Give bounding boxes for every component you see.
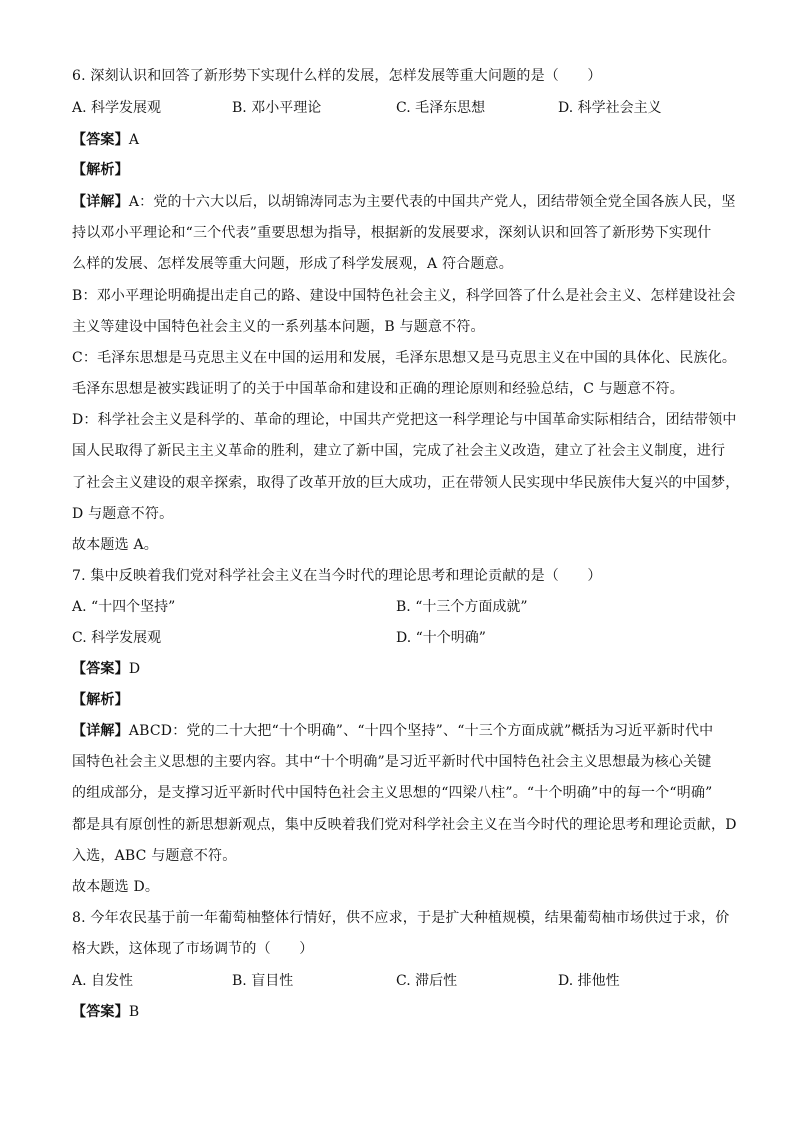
q6-detail-line-11: D 与题意不符。 xyxy=(72,506,174,522)
q6-detail-line-1 xyxy=(72,192,736,212)
q6-option-a: A. 科学发展观 xyxy=(72,100,162,116)
q6-analysis-label: 【解析】 xyxy=(72,162,129,178)
q6-detail-line-3: 么样的发展、怎样发展等重大问题，形成了科学发展观，A 符合题意。 xyxy=(72,256,513,272)
q8-option-a: A. 自发性 xyxy=(72,973,134,989)
q6-option-c: C. 毛泽东思想 xyxy=(396,100,486,116)
q7-option-d: D. “十个明确” xyxy=(396,630,486,646)
question-8-stem-line-1: 8. 今年农民基于前一年葡萄柚整体行情好，供不应求，于是扩大种植规模，结果葡萄柚市场供过于求，价 xyxy=(72,910,730,926)
q6-detail-line-6: C：毛泽东思想是马克思主义在中国的运用和发展，毛泽东思想又是马克思主义在中国的具体化、民族化。 xyxy=(72,350,737,366)
q8-option-b: B. 盲目性 xyxy=(232,973,294,989)
q8-answer xyxy=(72,1002,732,1022)
q6-answer xyxy=(72,130,732,150)
q7-answer xyxy=(72,659,732,679)
q7-analysis-label: 【解析】 xyxy=(72,692,129,708)
q6-option-b: B. 邓小平理论 xyxy=(232,100,322,116)
q7-detail-line-2: 国特色社会主义思想的主要内容。其中“十个明确”是习近平新时代中国特色社会主义思想最为核心关键 xyxy=(72,754,712,770)
q7-detail-line-1 xyxy=(72,721,732,741)
q6-detail-line-8: D：科学社会主义是科学的、革命的理论，中国共产党把这一科学理论与中国革命实际相结合，团结带领中 xyxy=(72,412,737,428)
q7-conclusion: 故本题选 D。 xyxy=(72,879,160,895)
answer-label: 【答案】 xyxy=(72,1004,129,1020)
detail-label: 【详解】 xyxy=(72,194,129,210)
question-7-stem: 7. 集中反映着我们党对科学社会主义在当今时代的理论思考和理论贡献的是（ ） xyxy=(72,568,602,584)
q7-detail-line-5: 入选，ABC 与题意不符。 xyxy=(72,848,237,864)
question-6-stem: 6. 深刻认识和回答了新形势下实现什么样的发展，怎样发展等重大问题的是（ ） xyxy=(72,68,602,84)
answer-label: 【答案】 xyxy=(72,132,129,148)
q7-detail-line-4: 都是具有原创性的新思想新观点，集中反映着我们党对科学社会主义在当今时代的理论思考和理论贡献，D xyxy=(72,817,737,833)
q6-detail-line-5: 主义等建设中国特色社会主义的一系列基本问题，B 与题意不符。 xyxy=(72,319,485,335)
q7-option-c: C. 科学发展观 xyxy=(72,630,162,646)
q6-detail-line-4: B：邓小平理论明确提出走自己的路、建设中国特色社会主义，科学回答了什么是社会主义、怎样建设社会 xyxy=(72,288,736,304)
answer-value: B xyxy=(128,1004,140,1020)
q8-option-d: D. 排他性 xyxy=(558,973,620,989)
q6-detail-line-7: 毛泽东思想是被实践证明了的关于中国革命和建设和正确的理论原则和经验总结，C 与题意不符。 xyxy=(72,381,684,397)
answer-label: 【答案】 xyxy=(72,661,129,677)
question-8-stem-line-2: 格大跌，这体现了市场调节的（ ） xyxy=(72,941,314,957)
answer-value: A xyxy=(128,132,140,148)
q7-option-b: B. “十三个方面成就” xyxy=(396,599,528,615)
detail-label: 【详解】 xyxy=(72,723,129,739)
q8-option-c: C. 滞后性 xyxy=(396,973,458,989)
detail-text: A：党的十六大以后，以胡锦涛同志为主要代表的中国共产党人，团结带领全党全国各族人民，坚 xyxy=(128,194,736,210)
q7-detail-line-3: 的组成部分，是支撑习近平新时代中国特色社会主义思想的“四梁八柱”。“十个明确”中的每一个“明确” xyxy=(72,785,713,801)
q6-detail-line-10: 了社会主义建设的艰辛探索，取得了改革开放的巨大成功，正在带领人民实现中华民族伟大复兴的中国梦， xyxy=(72,475,740,491)
q6-detail-line-2: 持以邓小平理论和“三个代表”重要思想为指导，根据新的发展要求，深刻认识和回答了新形势下实现什 xyxy=(72,225,712,241)
q6-conclusion: 故本题选 A。 xyxy=(72,537,158,553)
answer-value: D xyxy=(128,661,141,677)
q6-detail-line-9: 国人民取得了新民主主义革命的胜利，建立了新中国，完成了社会主义改造，建立了社会主义制度，进行 xyxy=(72,443,726,459)
detail-text: ABCD：党的二十大把“十个明确”、“十四个坚持”、“十三个方面成就”概括为习近平新时代中 xyxy=(128,723,714,739)
q6-option-d: D. 科学社会主义 xyxy=(558,100,662,116)
q7-option-a: A. “十四个坚持” xyxy=(72,599,176,615)
